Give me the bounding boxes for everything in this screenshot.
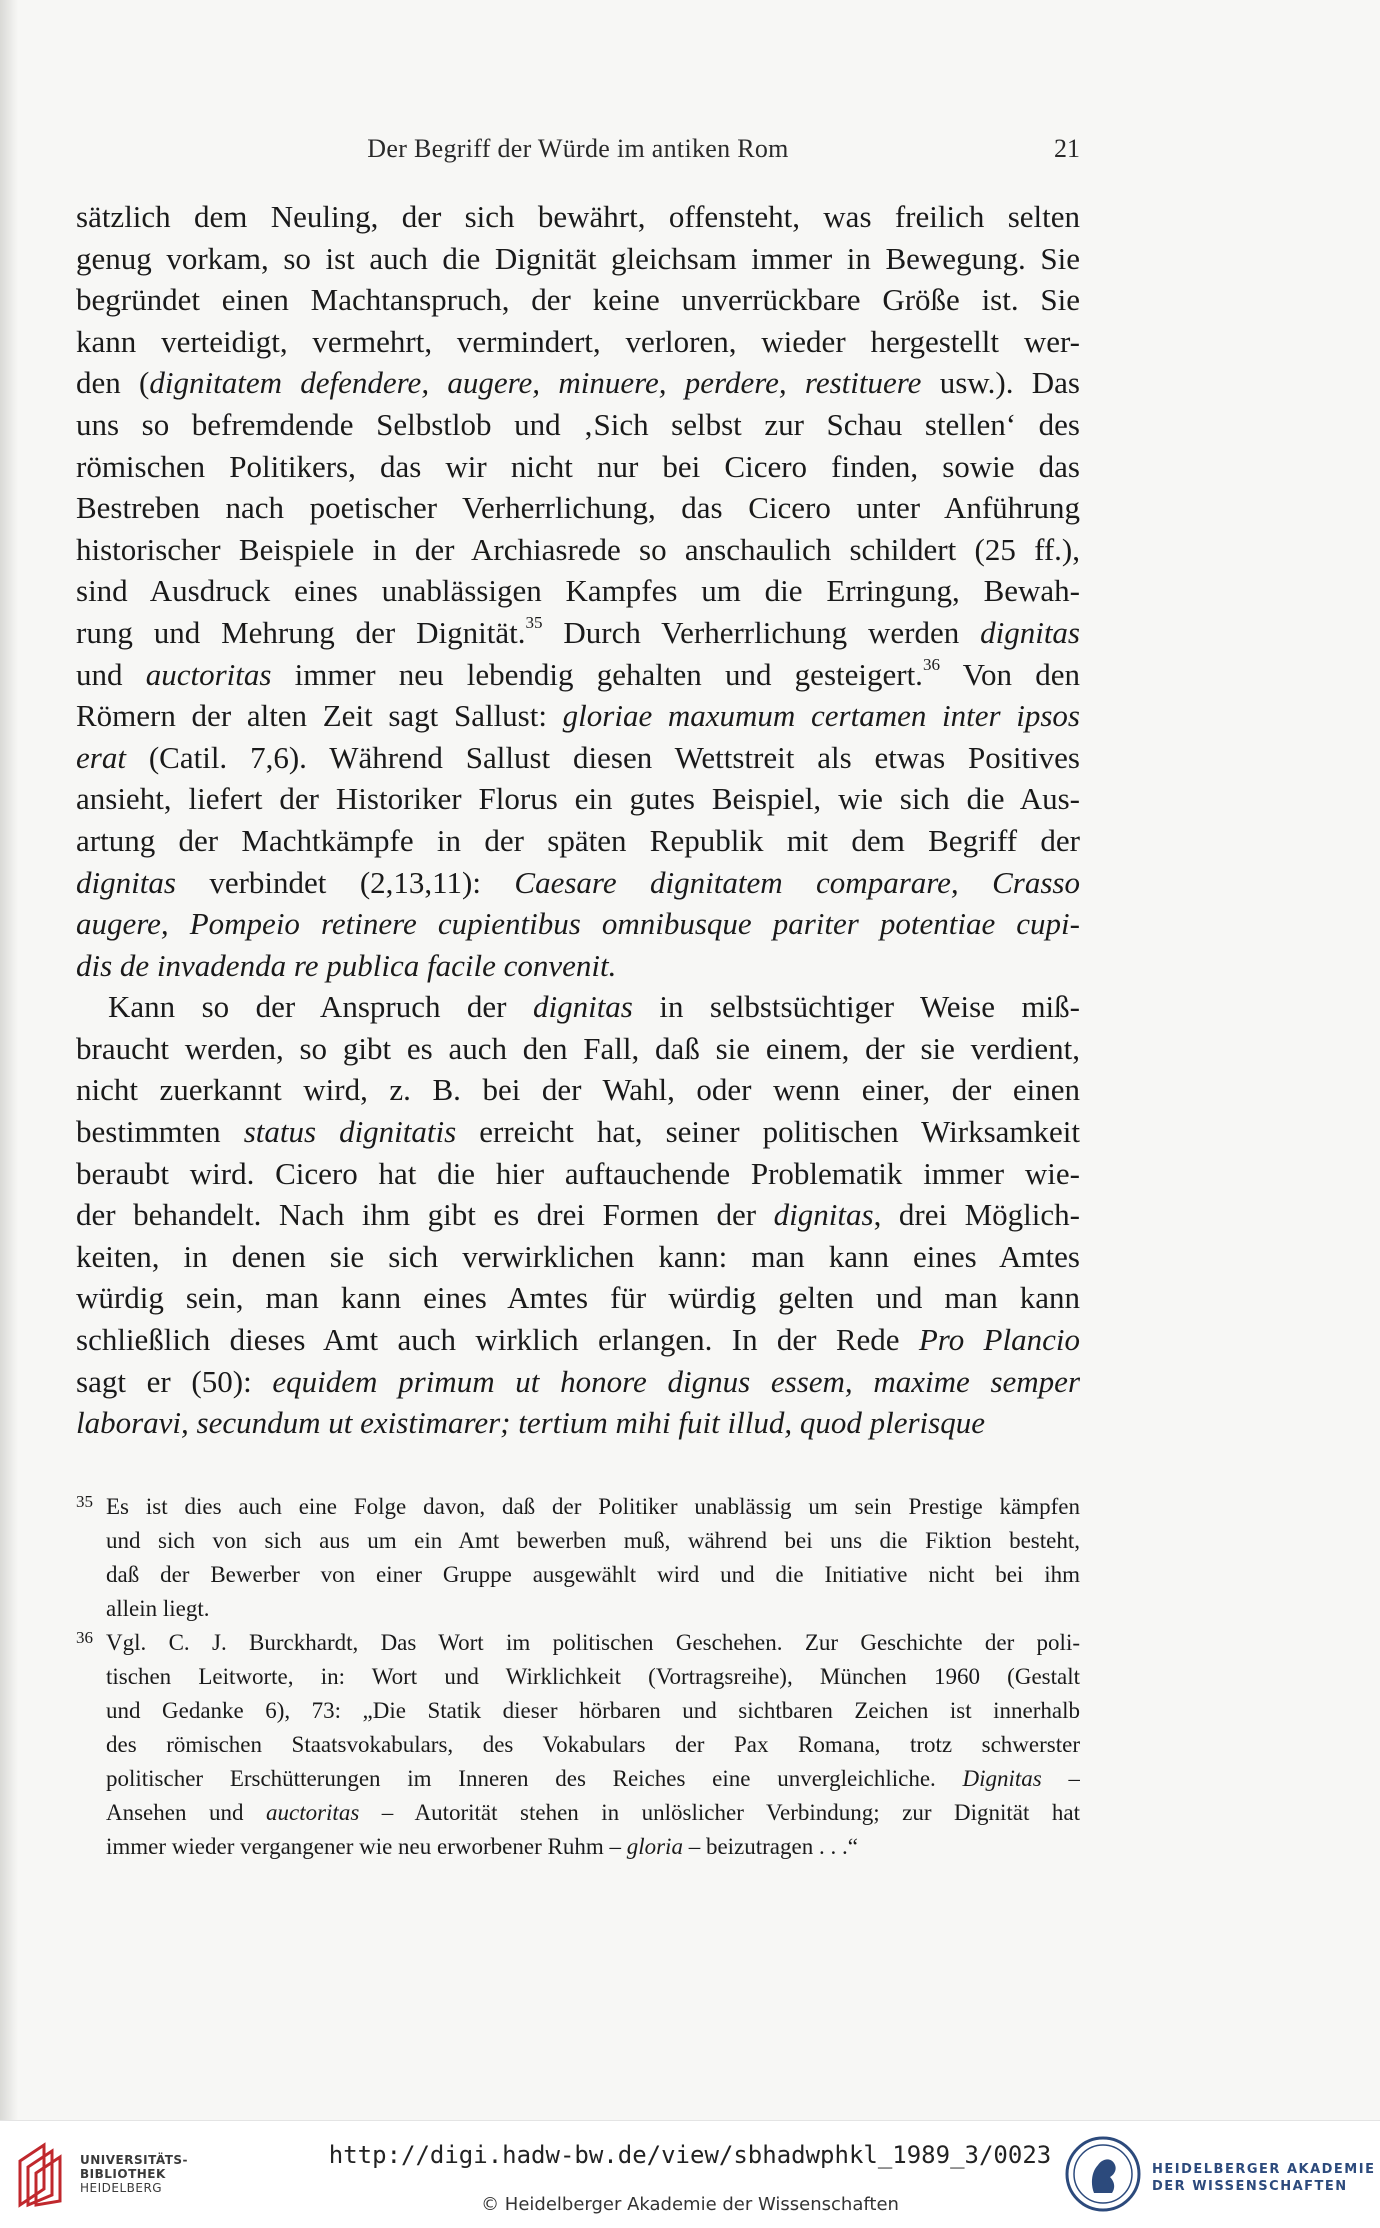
italic-text: equidem primum ut honore dignus essem, maxime semper (272, 1363, 1080, 1399)
body-text (76, 196, 1080, 1444)
body-line (76, 654, 1080, 696)
text-run: Kann so der Anspruch der (108, 989, 533, 1025)
text-run: – (1041, 1766, 1080, 1791)
body-line (76, 362, 1080, 404)
body-line (76, 820, 1080, 862)
text-run: usw.). Das (921, 365, 1080, 401)
text-run: den ( (76, 365, 150, 401)
body-line (76, 903, 1080, 945)
body-line (76, 1194, 1080, 1236)
text-run: keiten, in denen sie sich verwirklichen kann: man kann eines Amtes (76, 1238, 1080, 1274)
italic-text: augere, Pompeio retinere cupientibus omnibusque pariter potentiae cupi- (76, 906, 1080, 942)
text-run: politischer Erschütterungen im Inneren des Reiches eine unvergleichliche. (106, 1766, 963, 1791)
body-line (76, 862, 1080, 904)
text-run: rung und Mehrung der Dignität. (76, 614, 526, 650)
body-line (76, 1153, 1080, 1195)
running-title: Der Begriff der Würde im antiken Rom (367, 134, 789, 163)
italic-text: laboravi, secundum ut existimarer; tertium mihi fuit illud, quod plerisque (76, 1405, 985, 1441)
body-line (76, 238, 1080, 280)
hadw-wordmark: HEIDELBERGER AKADEMIE DER WISSENSCHAFTEN (1152, 2162, 1376, 2194)
body-line (76, 1069, 1080, 1111)
body-line (76, 1111, 1080, 1153)
text-run: sagt er (50): (76, 1363, 273, 1399)
body-line (76, 404, 1080, 446)
body-line (76, 986, 1080, 1028)
text-run: römischen Politikers, das wir nicht nur bei Cicero finden, sowie das (76, 448, 1080, 484)
body-line (76, 778, 1080, 820)
italic-text: auctoritas (145, 656, 272, 692)
text-run: immer wieder vergangener wie neu erworbener Ruhm – (106, 1834, 627, 1859)
text-run: in selbstsüchtiger Weise miß- (632, 989, 1080, 1025)
text-run: Vgl. C. J. Burckhardt, Das Wort im politischen Geschehen. Zur Geschichte der poli- (106, 1630, 1080, 1655)
ub-heidelberg-wordmark: UNIVERSITÄTS- BIBLIOTHEK HEIDELBERG (80, 2153, 189, 2195)
footnote-line (76, 1728, 1080, 1762)
hadw-seal-icon (1064, 2135, 1142, 2213)
footnote-line (76, 1660, 1080, 1694)
body-line (76, 945, 1080, 987)
italic-text: status dignitatis (243, 1114, 457, 1150)
text-run: , drei Möglich- (873, 1197, 1080, 1233)
text-run: Römern der alten Zeit sagt Sallust: (76, 698, 563, 734)
body-line (76, 695, 1080, 737)
text-run: kann verteidigt, vermehrt, vermindert, verloren, wieder hergestellt wer- (76, 323, 1080, 359)
text-run: und sich von sich aus um ein Amt bewerben muß, während bei uns die Fiktion besteht, (106, 1528, 1080, 1553)
footnote-line (76, 1626, 1080, 1660)
text-run: tischen Leitworte, in: Wort und Wirklichkeit (Vortragsreihe), München 1960 (Gestalt (106, 1664, 1080, 1689)
text-run: Von den (939, 656, 1080, 692)
permalink-url[interactable]: http://digi.hadw-bw.de/view/sbhadwphkl_1989_3/0023 (328, 2141, 1052, 2169)
footnote-reference: 35 (525, 613, 543, 633)
italic-text: Dignitas (962, 1766, 1042, 1791)
footnote-line (76, 1524, 1080, 1558)
body-line (76, 1319, 1080, 1361)
footnote-line (76, 1694, 1080, 1728)
italic-text: gloria (626, 1834, 683, 1859)
text-run: artung der Machtkämpfe in der späten Republik mit dem Begriff der (76, 822, 1080, 858)
footnotes (76, 1490, 1080, 1864)
page-gutter-shadow (0, 0, 18, 2120)
text-run: uns so befremdende Selbstlob und ‚Sich selbst zur Schau stellen‘ des (76, 406, 1080, 442)
italic-text: dignitatem defendere, augere, minuere, perdere, restituere (149, 365, 922, 401)
text-run: (Catil. 7,6). Während Sallust diesen Wettstreit als etwas Positives (125, 739, 1080, 775)
text-run: nicht zuerkannt wird, z. B. bei der Wahl, oder wenn einer, der einen (76, 1072, 1080, 1108)
text-run: genug vorkam, so ist auch die Dignität gleichsam immer in Bewegung. Sie (76, 240, 1080, 276)
text-run: erreicht hat, seiner politischen Wirksamkeit (456, 1114, 1080, 1150)
text-run: – beizutragen . . .“ (682, 1834, 858, 1859)
body-line (76, 446, 1080, 488)
body-line (76, 529, 1080, 571)
footnote-line (76, 1490, 1080, 1524)
footnote-number: 36 (76, 1628, 93, 1647)
text-run: allein liegt. (106, 1596, 210, 1621)
text-run: würdig sein, man kann eines Amtes für würdig gelten und man kann (76, 1280, 1080, 1316)
italic-text: Pro Plancio (918, 1322, 1080, 1358)
text-run: ansieht, liefert der Historiker Florus ein gutes Beispiel, wie sich die Aus- (76, 781, 1080, 817)
italic-text: dignitas (532, 989, 633, 1025)
text-run: und Gedanke 6), 73: „Die Statik dieser hörbaren und sichtbaren Zeichen ist innerhalb (106, 1698, 1080, 1723)
body-line (76, 196, 1080, 238)
body-line (76, 1277, 1080, 1319)
text-run: – Autorität stehen in unlöslicher Verbindung; zur Dignität hat (359, 1800, 1080, 1825)
text-run: daß der Bewerber von einer Gruppe ausgewählt wird und die Initiative nicht bei ihm (106, 1562, 1080, 1587)
body-line (76, 570, 1080, 612)
footnote-reference: 36 (922, 654, 940, 674)
footnote-line (76, 1558, 1080, 1592)
body-line (76, 612, 1080, 654)
text-run: immer neu lebendig gehalten und gesteigert. (271, 656, 923, 692)
text-run: des römischen Staatsvokabulars, des Vokabulars der Pax Romana, trotz schwerster (106, 1732, 1080, 1757)
footnote (76, 1626, 1080, 1864)
footnote-line (76, 1592, 1080, 1626)
body-line (76, 1402, 1080, 1444)
running-head (76, 134, 1080, 174)
footnote-line (76, 1762, 1080, 1796)
text-run: und (76, 656, 146, 692)
italic-text: erat (76, 739, 126, 775)
italic-text: dis de invadenda re publica facile convenit. (76, 947, 617, 983)
text-run: sätzlich dem Neuling, der sich bewährt, offensteht, was freilich selten (76, 199, 1080, 234)
body-line (76, 1028, 1080, 1070)
text-run: schließlich dieses Amt auch wirklich erlangen. In der Rede (76, 1322, 919, 1358)
footnote-line (76, 1796, 1080, 1830)
text-run: beraubt wird. Cicero hat die hier auftauchende Problematik immer wie- (76, 1155, 1080, 1191)
text-run: sind Ausdruck eines unablässigen Kampfes um die Erringung, Bewah- (76, 573, 1080, 609)
copyright-notice: © Heidelberger Akademie der Wissenschaften (481, 2194, 899, 2215)
footnote-number: 35 (76, 1492, 93, 1511)
body-line (76, 279, 1080, 321)
page-number: 21 (1054, 134, 1080, 163)
body-line (76, 1236, 1080, 1278)
body-line (76, 737, 1080, 779)
italic-text: Caesare dignitatem comparare, Crasso (514, 864, 1080, 900)
text-run: Bestreben nach poetischer Verherrlichung, das Cicero unter Anführung (76, 490, 1080, 526)
text-run: begründet einen Machtanspruch, der keine unverrückbare Größe ist. Sie (76, 282, 1080, 318)
italic-text: dignitas (980, 614, 1080, 650)
footnote (76, 1490, 1080, 1626)
body-line (76, 321, 1080, 363)
italic-text: gloriae maxumum certamen inter ipsos (562, 698, 1080, 734)
text-run: Es ist dies auch eine Folge davon, daß der Politiker unablässig um sein Prestige kämpfen (106, 1494, 1080, 1519)
text-run: braucht werden, so gibt es auch den Fall, daß sie einem, der sie verdient, (76, 1030, 1080, 1066)
text-run: verbindet (2,13,11): (175, 864, 515, 900)
italic-text: auctoritas (265, 1800, 360, 1825)
italic-text: dignitas (773, 1197, 874, 1233)
footnote-line (76, 1830, 1080, 1864)
text-run: Durch Verherrlichung werden (542, 614, 981, 650)
text-run: bestimmten (76, 1114, 244, 1150)
text-run: der behandelt. Nach ihm gibt es drei Formen der (76, 1197, 774, 1233)
italic-text: dignitas (76, 864, 176, 900)
text-run: Ansehen und (106, 1800, 266, 1825)
text-run: historischer Beispiele in der Archiasrede so anschaulich schildert (25 ff.), (76, 531, 1080, 567)
viewer-footer (0, 2120, 1380, 2228)
body-line (76, 487, 1080, 529)
body-line (76, 1361, 1080, 1403)
